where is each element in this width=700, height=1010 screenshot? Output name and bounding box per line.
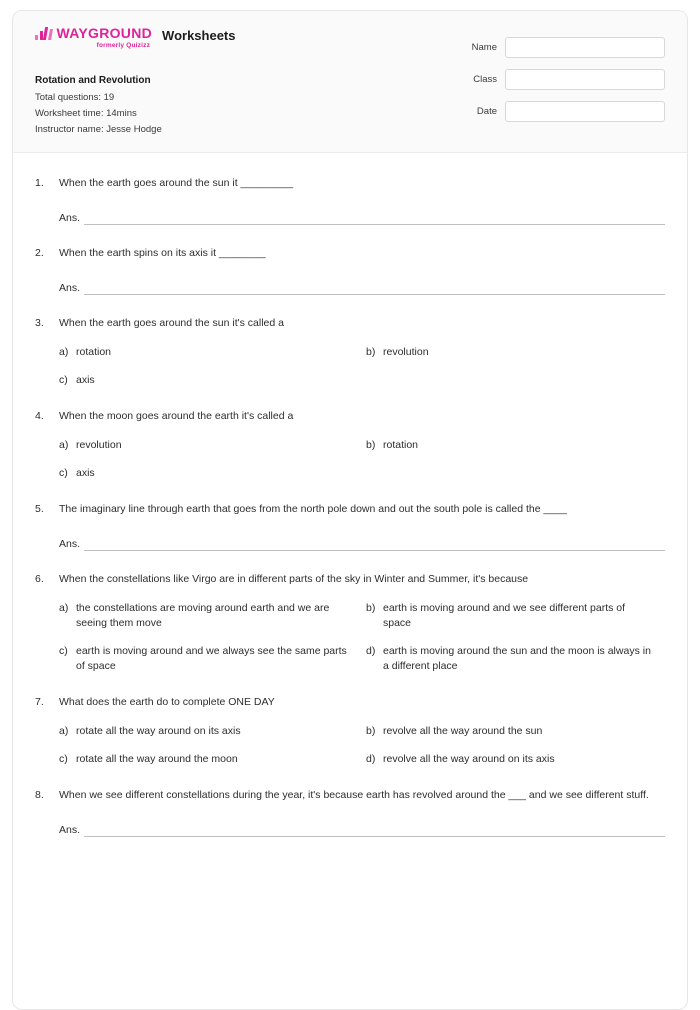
total-questions: Total questions: 19 (35, 92, 115, 103)
answer-label: Ans. (59, 824, 81, 836)
question-head (35, 787, 665, 803)
wave-bars-icon (35, 27, 52, 40)
brand-tagline: formerly Quizizz (96, 42, 151, 49)
question-number: 8. (35, 789, 44, 801)
options-grid (35, 601, 665, 674)
worksheet-title: Rotation and Revolution (35, 75, 151, 86)
question-item (35, 501, 665, 551)
question-number: 7. (35, 696, 44, 708)
question-head (35, 571, 665, 587)
options-grid (35, 438, 665, 481)
question-item (35, 694, 665, 767)
option-item[interactable] (59, 373, 366, 388)
question-item (35, 175, 665, 225)
question-text: When we see different constellations during the year, it's because earth has revolved around the ___ and we see different stuff. (59, 789, 649, 801)
question-text: What does the earth do to complete ONE DAY (59, 696, 275, 708)
option-text: axis (76, 467, 95, 479)
option-key: b) (366, 439, 376, 451)
option-key: d) (366, 645, 376, 657)
question-number: 1. (35, 177, 44, 189)
options-grid (35, 724, 665, 767)
option-item[interactable] (366, 724, 665, 739)
question-head (35, 315, 665, 331)
option-item[interactable] (59, 466, 366, 481)
question-item (35, 245, 665, 295)
brand-mark-row (35, 27, 152, 40)
question-number: 4. (35, 410, 44, 422)
option-item[interactable] (59, 438, 366, 453)
date-input[interactable] (505, 101, 665, 122)
question-text: When the earth goes around the sun it _________ (59, 177, 294, 189)
option-text: revolve all the way around on its axis (383, 753, 555, 765)
question-head (35, 694, 665, 710)
option-text: revolution (76, 439, 122, 451)
field-row-class (435, 69, 665, 90)
instructor-name: Instructor name: Jesse Hodge (35, 124, 162, 135)
wayground-logo (35, 27, 152, 50)
option-key: a) (59, 346, 69, 358)
option-text: rotate all the way around on its axis (76, 725, 241, 737)
field-row-date (435, 101, 665, 122)
answer-row (35, 537, 665, 551)
answer-label: Ans. (59, 538, 81, 550)
question-text: When the earth goes around the sun it's called a (59, 317, 284, 329)
brand-wordmark: WAYGROUND (56, 25, 153, 41)
option-text: earth is moving around the sun and the moon is always in a different place (383, 645, 651, 672)
option-text: rotation (76, 346, 112, 358)
question-item (35, 408, 665, 481)
option-text: earth is moving around and we see different parts of space (383, 602, 626, 629)
date-label: Date (476, 106, 497, 117)
worksheet-header (13, 11, 687, 153)
option-key: d) (366, 753, 376, 765)
answer-write-line[interactable] (84, 281, 665, 295)
question-number: 2. (35, 247, 44, 259)
worksheet-page (12, 10, 688, 1010)
option-item[interactable] (59, 601, 366, 631)
option-item[interactable] (59, 644, 366, 674)
option-key: a) (59, 725, 69, 737)
answer-label: Ans. (59, 212, 81, 224)
option-item[interactable] (366, 345, 665, 360)
questions-list (13, 153, 687, 837)
option-item[interactable] (59, 345, 366, 360)
option-text: axis (76, 374, 95, 386)
question-number: 3. (35, 317, 44, 329)
question-number: 5. (35, 503, 44, 515)
option-key: c) (59, 374, 68, 386)
option-key: b) (366, 725, 376, 737)
answer-row (35, 211, 665, 225)
option-text: rotation (383, 439, 419, 451)
option-key: c) (59, 467, 68, 479)
option-key: a) (59, 602, 69, 614)
class-input[interactable] (505, 69, 665, 90)
question-head (35, 175, 665, 191)
option-item[interactable] (59, 724, 366, 739)
option-item[interactable] (366, 644, 665, 674)
option-text: revolution (383, 346, 429, 358)
student-info-fields (435, 37, 665, 133)
worksheet-time: Worksheet time: 14mins (35, 108, 137, 119)
option-key: b) (366, 602, 376, 614)
name-label: Name (471, 42, 497, 53)
option-text: rotate all the way around the moon (76, 753, 238, 765)
answer-write-line[interactable] (84, 211, 665, 225)
option-text: the constellations are moving around earth and we are seeing them move (76, 602, 330, 629)
question-head (35, 408, 665, 424)
question-number: 6. (35, 573, 44, 585)
field-row-name (435, 37, 665, 58)
class-label: Class (473, 74, 497, 85)
question-text: When the earth spins on its axis it ________ (59, 247, 266, 259)
option-key: c) (59, 753, 68, 765)
question-text: The imaginary line through earth that goes from the north pole down and out the south pole is called the ____ (59, 503, 567, 515)
option-item[interactable] (366, 752, 665, 767)
option-key: a) (59, 439, 69, 451)
question-item (35, 315, 665, 388)
question-head (35, 245, 665, 261)
question-item (35, 571, 665, 674)
option-key: b) (366, 346, 376, 358)
question-head (35, 501, 665, 517)
option-item[interactable] (366, 438, 665, 453)
name-input[interactable] (505, 37, 665, 58)
option-key: c) (59, 645, 68, 657)
answer-row (35, 823, 665, 837)
product-title: Worksheets (162, 28, 236, 43)
answer-label: Ans. (59, 282, 81, 294)
options-grid (35, 345, 665, 388)
option-item[interactable] (59, 752, 366, 767)
option-item[interactable] (366, 601, 665, 631)
answer-row (35, 281, 665, 295)
answer-write-line[interactable] (84, 537, 665, 551)
answer-write-line[interactable] (84, 823, 665, 837)
question-text: When the moon goes around the earth it's called a (59, 410, 294, 422)
question-item (35, 787, 665, 837)
option-text: earth is moving around and we always see the same parts of space (76, 645, 347, 672)
option-text: revolve all the way around the sun (383, 725, 543, 737)
question-text: When the constellations like Virgo are in different parts of the sky in Winter and Summer, it's because (59, 573, 529, 585)
